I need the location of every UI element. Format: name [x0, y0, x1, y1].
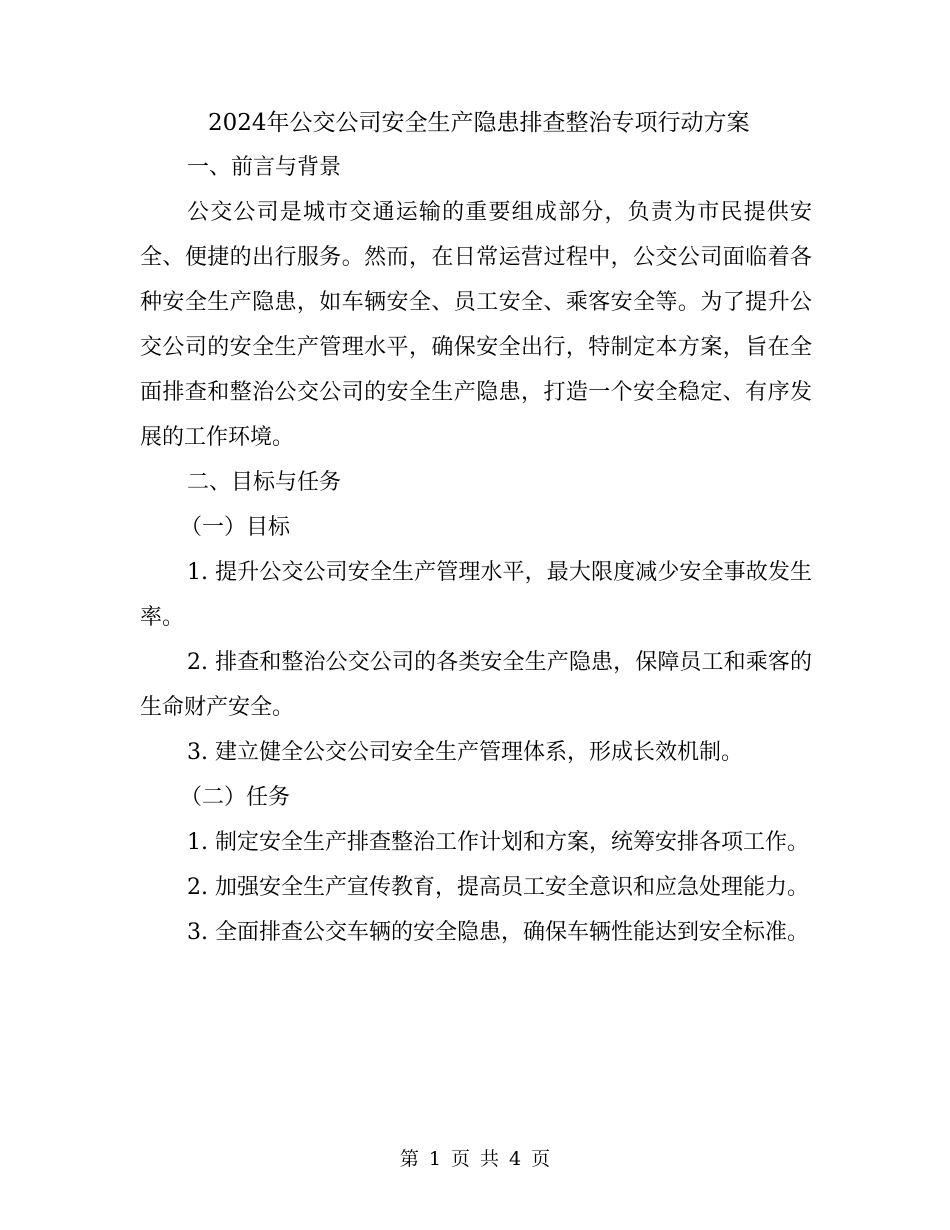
task-item: 2. 加强安全生产宣传教育，提高员工安全意识和应急处理能力。 [187, 875, 809, 900]
task-item: 1. 制定安全生产排查整治工作计划和方案，统筹安排各项工作。 [187, 830, 809, 855]
tasks-heading: （二）任务 [180, 785, 291, 810]
goal-item: 3. 建立健全公交公司安全生产管理体系，形成长效机制。 [187, 740, 743, 765]
task-item: 3. 全面排查公交车辆的安全隐患，确保车辆性能达到安全标准。 [187, 920, 809, 945]
document-title: 2024年公交公司安全生产隐患排查整治专项行动方案 [208, 110, 750, 136]
page-number-footer: 第 1 页 共 4 页 [399, 1148, 551, 1170]
section-heading-1: 一、前言与背景 [187, 155, 342, 180]
document-body [140, 101, 812, 955]
section-heading-2: 二、目标与任务 [187, 470, 342, 495]
goal-item: 1. 提升公交公司安全生产管理水平，最大限度减少安全事故发生率。 [140, 560, 812, 630]
background-paragraph: 公交公司是城市交通运输的重要组成部分，负责为市民提供安全、便捷的出行服务。然而，在日常运营过程中，公交公司面临着各种安全生产隐患，如车辆安全、员工安全、乘客安全等。为了提升公交公司的安全生产管理水平，确保安全出行，特制定本方案，旨在全面排查和整治公交公司的安全生产隐患，打造一个安全稳定、有序发展的工作环境。 [140, 200, 812, 450]
goal-item: 2. 排查和整治公交公司的各类安全生产隐患，保障员工和乘客的生命财产安全。 [140, 650, 812, 720]
goals-heading: （一）目标 [180, 515, 291, 540]
